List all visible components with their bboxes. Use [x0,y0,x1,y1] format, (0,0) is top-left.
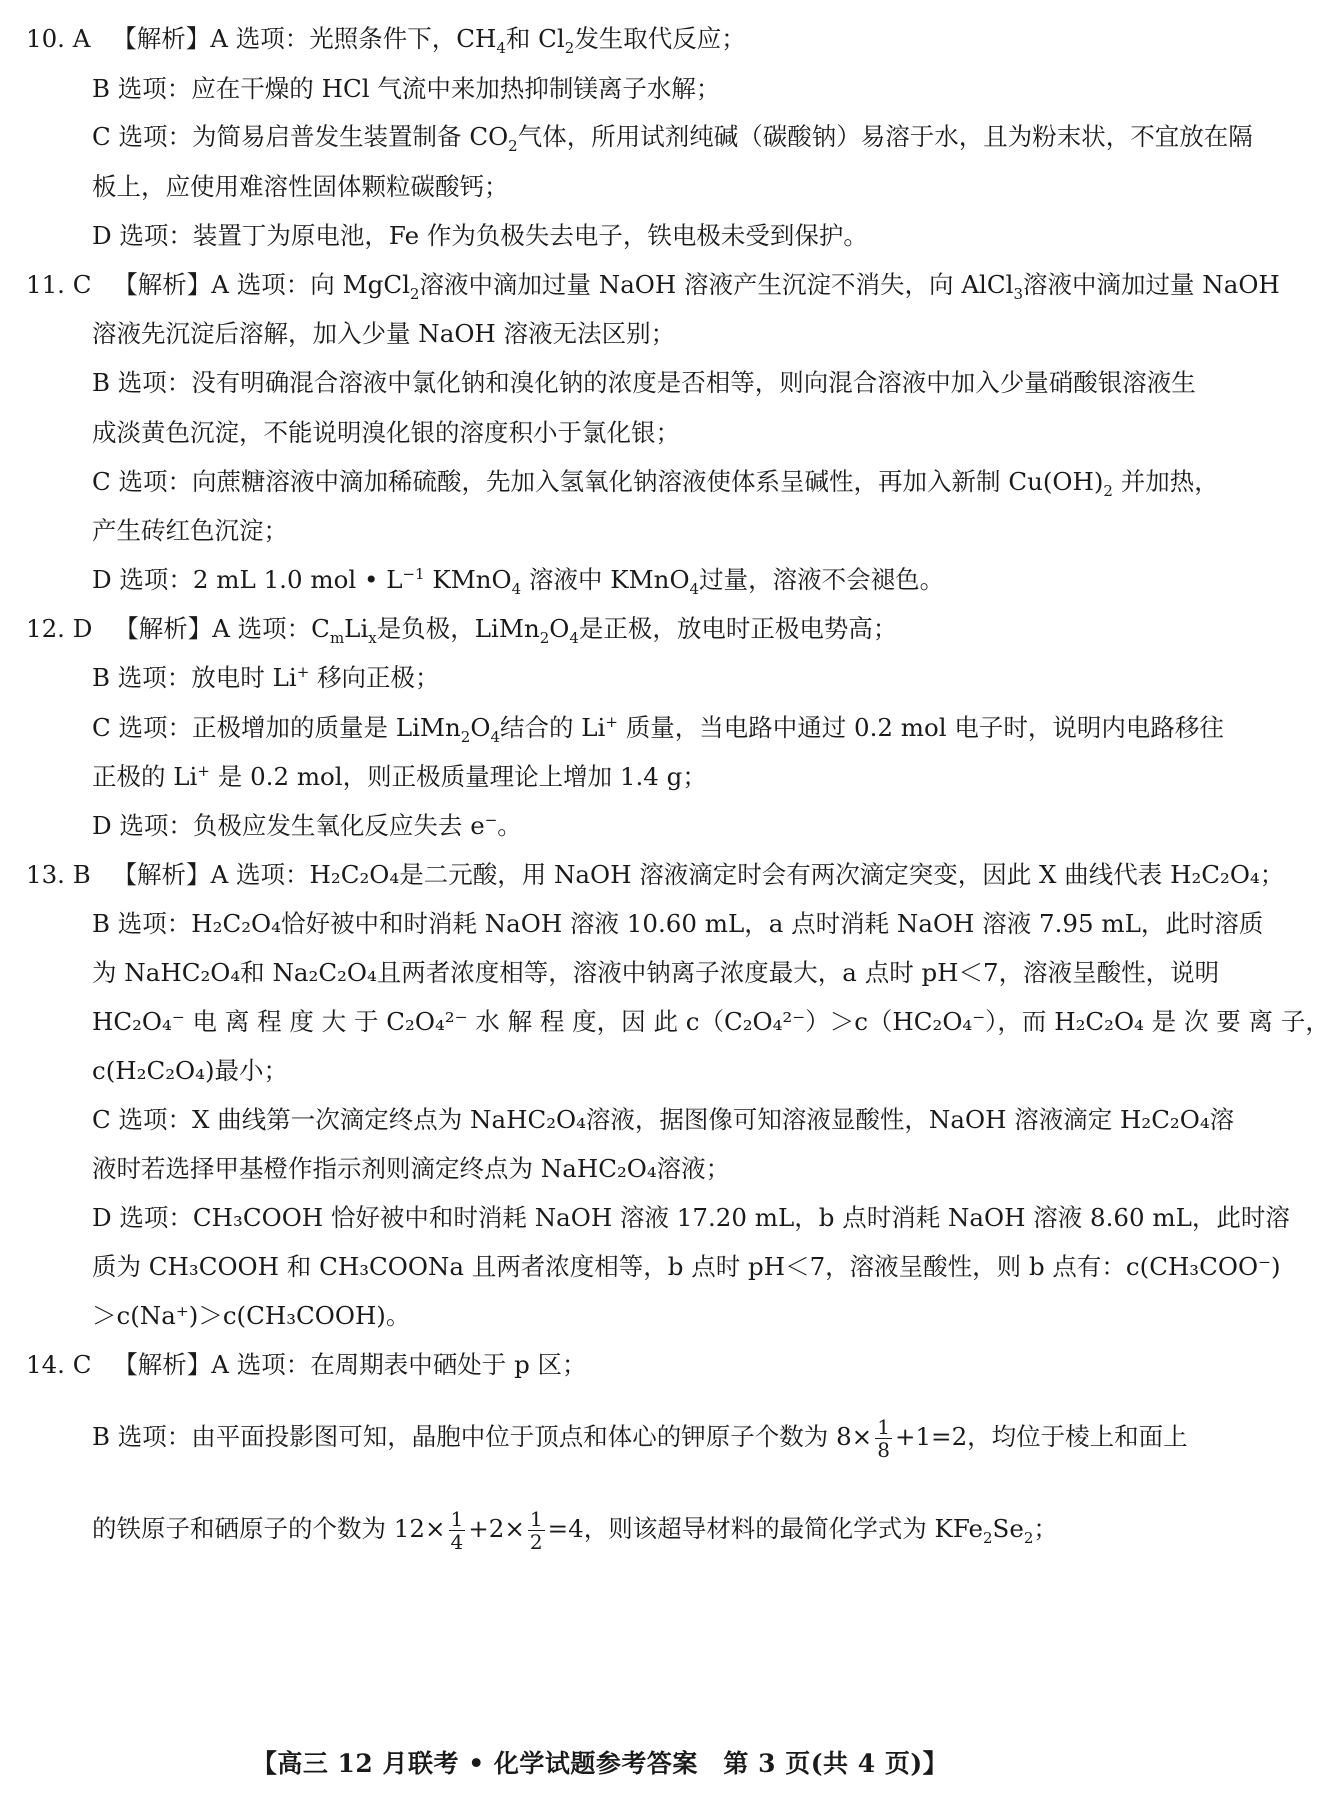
q13-line-c1: C 选项：X 曲线第一次滴定终点为 NaHC₂O₄溶液，据图像可知溶液显酸性，NaOH 溶液滴定 H₂C₂O₄溶 [92,1105,1235,1134]
q12-line-a: 12. D 【解析】A 选项：$C_mLi_x$是负极，$LiMn_2O_4$是正极，放电时正极电势高； [26,614,898,647]
q14-line-b2: 的铁原子和硒原子的个数为 12× $\frac{1}{4}$ +2× $\frac{1}{2}$ =4，则该超导材料的最简化学式为 $KFe_2Se_2$； [92,1507,1058,1554]
q11-line-a2: 溶液先沉淀后溶解，加入少量 NaOH 溶液无法区别； [92,319,676,348]
q12-line-b: B 选项：放电时 Li+ 移向正极； [92,662,440,692]
q12-number: 12. D [26,614,93,643]
q11-line-b2: 成淡黄色沉淀，不能说明溴化银的溶度积小于氯化银； [92,418,680,447]
q13-line-a: 13. B 【解析】A 选项：H₂C₂O₄是二元酸，用 NaOH 溶液滴定时会有两次滴定突变，因此 X 曲线代表 H₂C₂O₄； [26,860,1285,889]
q10-tag: 【解析】 [112,24,211,53]
q11-line-a1: 11. C 【解析】A 选项：向 MgCl$_2$溶液中滴加过量 NaOH 溶液产生沉淀不消失，向 AlCl$_3$溶液中滴加过量 NaOH [26,270,1280,303]
q10-line-a: 10. A 【解析】A 选项：光照条件下，$CH_4$和 $Cl_2$发生取代反应； [26,24,746,57]
q14-number: 14. C [26,1350,92,1379]
q11-line-b1: B 选项：没有明确混合溶液中氯化钠和溴化钠的浓度是否相等，则向混合溶液中加入少量硝酸银溶液生 [92,368,1196,397]
q12-line-c2: 正极的 Li+ 是 0.2 mol，则正极质量理论上增加 1.4 g； [92,761,707,791]
q11-number: 11. C [26,270,92,299]
q11-line-c1: C 选项：向蔗糖溶液中滴加稀硫酸，先加入氢氧化钠溶液使体系呈碱性，再加入新制 $Cu(OH)_2$ 并加热， [92,467,1219,500]
q10-line-c2: 板上，应使用难溶性固体颗粒碳酸钙； [92,172,509,201]
q11-line-d: D 选项：2 mL 1.0 mol • $L^{-1}$ KMnO$_4$ 溶液中 KMnO$_4$过量，溶液不会褪色。 [92,564,945,598]
fraction-one-quarter: $\frac{1}{4}$ [450,1507,464,1554]
q10-line-d: D 选项：装置丁为原电池，Fe 作为负极失去电子，铁电极未受到保护。 [92,221,868,250]
q10-number: 10. A [26,24,91,53]
q13-line-b4: c(H₂C₂O₄)最小； [92,1056,288,1085]
q13-line-b1: B 选项：H₂C₂O₄恰好被中和时消耗 NaOH 溶液 10.60 mL，a 点时消耗 NaOH 溶液 7.95 mL，此时溶质 [92,909,1264,938]
q11-tag: 【解析】 [113,270,212,299]
q10-line-c1: C 选项：为简易启普发生装置制备 $CO_2$气体，所用试剂纯碱（碳酸钠）易溶于水，且为粉末状，不宜放在隔 [92,122,1253,155]
q13-line-d1: D 选项：CH₃COOH 恰好被中和时消耗 NaOH 溶液 17.20 mL，b 点时消耗 NaOH 溶液 8.60 mL，此时溶 [92,1203,1290,1232]
q13-tag: 【解析】 [112,860,211,889]
q10-line-b: B 选项：应在干燥的 HCl 气流中来加热抑制镁离子水解； [92,74,721,103]
q14-line-a: 14. C 【解析】A 选项：在周期表中硒处于 p 区； [26,1350,587,1379]
q13-line-b2: 为 NaHC₂O₄和 Na₂C₂O₄且两者浓度相等，溶液中钠离子浓度最大，a 点时 pH＜7，溶液呈酸性，说明 [92,958,1220,987]
q14-line-b1: B 选项：由平面投影图可知，晶胞中位于顶点和体心的钾原子个数为 8× $\frac{1}{8}$ +1=2，均位于棱上和面上 [92,1415,1188,1462]
q13-line-c2: 液时若选择甲基橙作指示剂则滴定终点为 NaHC₂O₄溶液； [92,1154,731,1183]
q12-tag: 【解析】 [114,614,213,643]
fraction-one-eighth: $\frac{1}{8}$ [877,1415,890,1462]
fraction-one-half: $\frac{1}{2}$ [529,1507,543,1554]
q13-number: 13. B [26,860,91,889]
q12-line-d: D 选项：负极应发生氧化反应失去 e−。 [92,810,522,840]
q13-line-d2: 质为 CH₃COOH 和 CH₃COONa 且两者浓度相等，b 点时 pH＜7，溶液呈酸性，则 b 点有：c(CH₃COO⁻) [92,1252,1281,1281]
q12-line-c1: C 选项：正极增加的质量是 $LiMn_2O_4$结合的 Li+ 质量，当电路中通过 0.2 mol 电子时，说明内电路移往 [92,712,1224,746]
page-footer: 【高三 12 月联考 • 化学试题参考答案 第 3 页(共 4 页)】 [251,1749,949,1778]
q11-line-c2: 产生砖红色沉淀； [92,516,288,545]
q13-line-d3: ＞c(Na⁺)＞c(CH₃COOH)。 [92,1301,411,1330]
q13-line-b3: HC₂O₄⁻ 电 离 程 度 大 于 C₂O₄²⁻ 水 解 程 度，因 此 c（C₂O₄²⁻）＞c（HC₂O₄⁻），而 H₂C₂O₄ 是 次 要 离 子， [92,1007,1330,1036]
q14-tag: 【解析】 [113,1350,212,1379]
